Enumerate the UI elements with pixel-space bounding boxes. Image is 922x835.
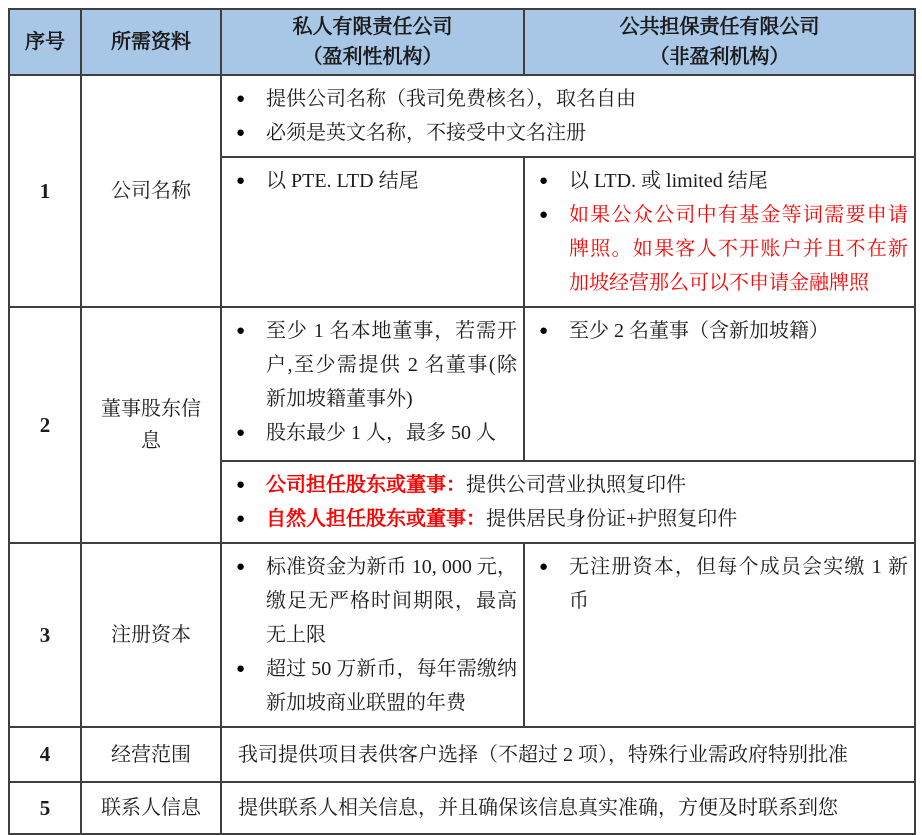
row3-public-cell bbox=[524, 543, 915, 727]
row3-number: 3 bbox=[9, 543, 81, 727]
row1-number: 1 bbox=[9, 75, 81, 307]
bullet-icon: ● bbox=[236, 425, 246, 441]
bullet-item bbox=[539, 164, 908, 198]
header-cell-number: 序号 bbox=[9, 9, 81, 75]
header-cell-public-company bbox=[524, 9, 915, 75]
row2-public-cell bbox=[524, 307, 915, 461]
company-requirements-table bbox=[8, 8, 916, 835]
bullet-text: 股东最少 1 人，最多 50 人 bbox=[266, 422, 496, 444]
row2-private-cell bbox=[221, 307, 524, 461]
bullet-text: 至少 1 名本地董事，若需开户,至少需提供 2 名董事(除新加坡籍董事外) bbox=[266, 320, 517, 410]
bullet-icon: ● bbox=[236, 125, 246, 141]
row2-number: 2 bbox=[9, 307, 81, 543]
header-row bbox=[9, 9, 915, 75]
row3-registered-capital bbox=[9, 543, 915, 727]
warning-text: 如果公众公司中有基金等词需要申请牌照。如果客人不开账户并且不在新加坡经营那么可以不申请金融牌照 bbox=[569, 204, 908, 294]
row2-shared-cell bbox=[221, 461, 915, 543]
bullet-item bbox=[236, 416, 517, 450]
row4-label: 经营范围 bbox=[81, 727, 221, 782]
bullet-item bbox=[539, 550, 908, 618]
row2-directors-shareholders-split bbox=[9, 307, 915, 461]
bullet-item bbox=[236, 314, 517, 416]
bullet-icon: ● bbox=[236, 323, 246, 339]
bullet-text: 超过 50 万新币，每年需缴纳新加坡商业联盟的年费 bbox=[266, 658, 517, 714]
bullet-icon: ● bbox=[236, 173, 246, 189]
bullet-text: 无注册资本，但每个成员会实缴 1 新币 bbox=[569, 556, 908, 612]
row2-label: 董事股东信息 bbox=[81, 307, 221, 543]
private-company-title: 私人有限责任公司 bbox=[292, 16, 453, 38]
bullet-icon: ● bbox=[236, 477, 246, 493]
private-company-subtitle: （盈利性机构） bbox=[302, 46, 443, 68]
bullet-item bbox=[236, 652, 517, 720]
row4-shared-cell: 我司提供项目表供客户选择（不超过 2 项），特殊行业需政府特别批准 bbox=[221, 727, 915, 782]
bullet-text: 以 PTE. LTD 结尾 bbox=[266, 170, 419, 192]
public-company-subtitle: （非盈利机构） bbox=[649, 46, 790, 68]
public-company-title: 公共担保责任有限公司 bbox=[619, 16, 820, 38]
bullet-icon: ● bbox=[236, 511, 246, 527]
bullet-text: 提供公司名称（我司免费核名），取名自由 bbox=[266, 88, 636, 110]
bullet-item-emphasis bbox=[236, 502, 908, 536]
row3-label: 注册资本 bbox=[81, 543, 221, 727]
row5-label: 联系人信息 bbox=[81, 782, 221, 834]
bullet-icon: ● bbox=[236, 559, 246, 575]
bullet-item bbox=[236, 82, 908, 116]
header-cell-required-info: 所需资料 bbox=[81, 9, 221, 75]
bullet-item bbox=[539, 314, 908, 348]
row1-public-cell bbox=[524, 157, 915, 307]
bullet-icon: ● bbox=[539, 559, 549, 575]
bullet-icon: ● bbox=[539, 207, 549, 223]
row1-label: 公司名称 bbox=[81, 75, 221, 307]
row3-private-cell bbox=[221, 543, 524, 727]
bullet-text bbox=[266, 502, 908, 536]
bullet-text: 至少 2 名董事（含新加坡籍） bbox=[569, 320, 829, 342]
bullet-icon: ● bbox=[236, 661, 246, 677]
emphasis-lead: 自然人担任股东或董事： bbox=[266, 508, 486, 530]
row5-contact-info bbox=[9, 782, 915, 834]
row1-shared-cell bbox=[221, 75, 915, 157]
row4-business-scope bbox=[9, 727, 915, 782]
header-cell-private-company bbox=[221, 9, 524, 75]
row4-number: 4 bbox=[9, 727, 81, 782]
row5-number: 5 bbox=[9, 782, 81, 834]
bullet-icon: ● bbox=[236, 91, 246, 107]
table-header bbox=[9, 9, 915, 75]
bullet-text: 标准资金为新币 10, 000 元，缴足无严格时间期限，最高无上限 bbox=[266, 556, 517, 646]
bullet-text: 必须是英文名称，不接受中文名注册 bbox=[266, 122, 586, 144]
row1-company-name-shared bbox=[9, 75, 915, 157]
emphasis-rest: 提供居民身份证+护照复印件 bbox=[486, 508, 738, 530]
bullet-text: 以 LTD. 或 limited 结尾 bbox=[569, 170, 768, 192]
bullet-icon: ● bbox=[539, 173, 549, 189]
bullet-item bbox=[236, 116, 908, 150]
bullet-text bbox=[266, 468, 908, 502]
row5-shared-cell: 提供联系人相关信息，并且确保该信息真实准确，方便及时联系到您 bbox=[221, 782, 915, 834]
bullet-item bbox=[236, 164, 517, 198]
bullet-item bbox=[236, 550, 517, 652]
bullet-item-warning bbox=[539, 198, 908, 300]
bullet-icon: ● bbox=[539, 323, 549, 339]
bullet-item-emphasis bbox=[236, 468, 908, 502]
emphasis-rest: 提供公司营业执照复印件 bbox=[466, 474, 686, 496]
row1-private-cell bbox=[221, 157, 524, 307]
emphasis-lead: 公司担任股东或董事： bbox=[266, 474, 466, 496]
